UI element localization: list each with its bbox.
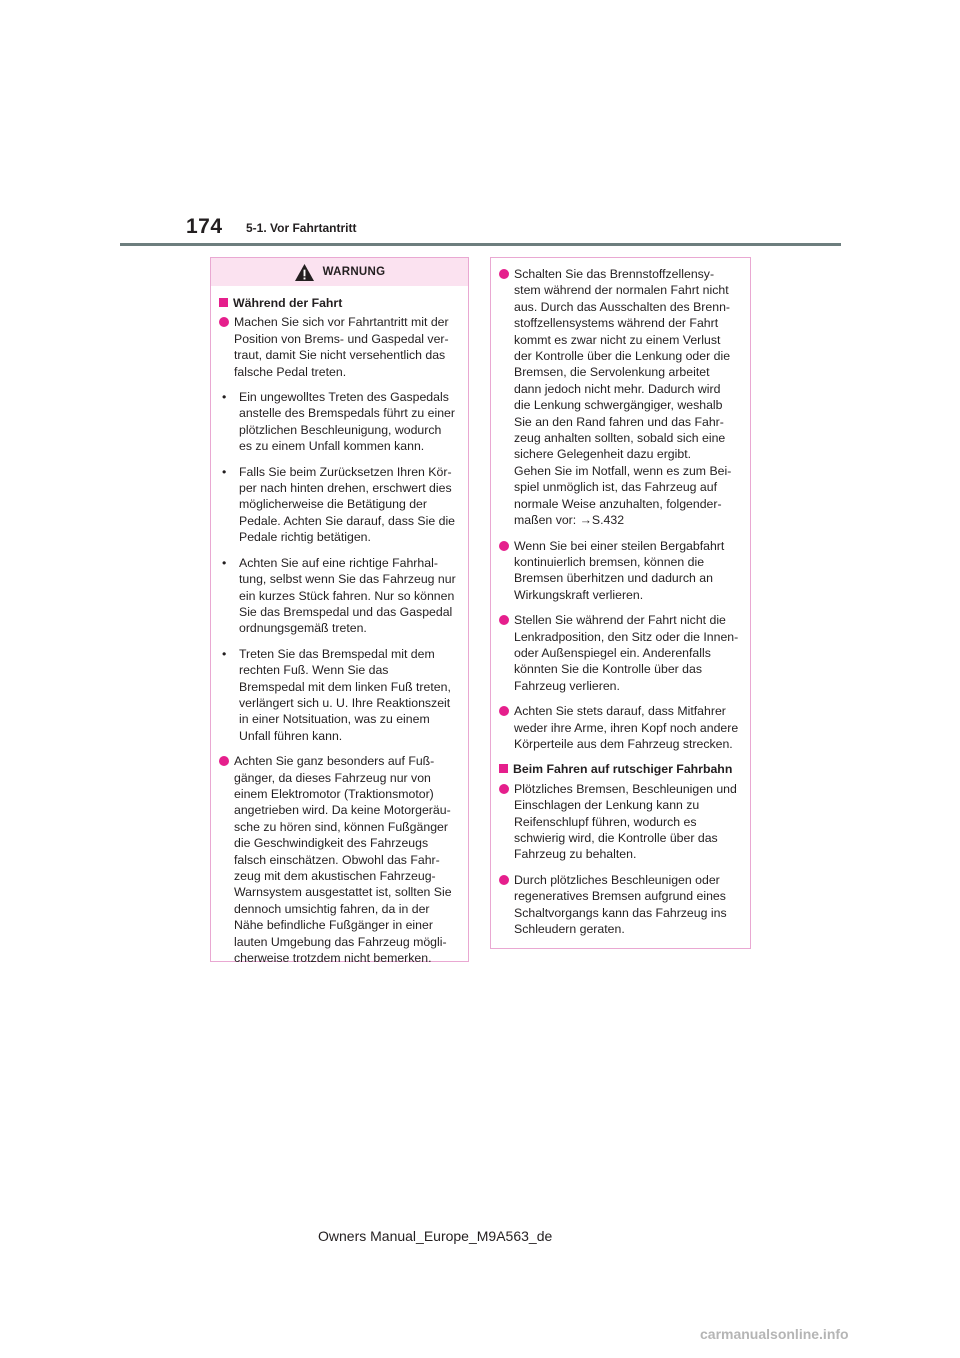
warning-label: WARNUNG [322, 265, 386, 278]
heading-driving [219, 295, 457, 311]
list-item [219, 753, 457, 966]
circle-bullet-icon [499, 784, 509, 794]
footer-doc-id: Owners Manual_Europe_M9A563_de [318, 1228, 553, 1244]
dot-bullet-icon: • [222, 646, 227, 661]
list-item [219, 646, 457, 744]
list-item-text: Wenn Sie bei einer steilen Bergabfahrt kontinuierlich bremsen, können die Bremsen überhitzen und dadurch an Wirkungskraft verlieren. [514, 538, 725, 602]
watermark: carmanualsonline.info [700, 1326, 849, 1342]
list-item-text: Plötzliches Bremsen, Beschleunigen und Einschlagen der Lenkung kann zu Reifenschlupf führen, wodurch es schwierig wird, die Kontrolle über das Fahrzeug zu behalten. [514, 781, 737, 862]
square-bullet-icon [499, 764, 508, 773]
list-item-text: Treten Sie das Bremspedal mit dem rechten Fuß. Wenn Sie das Bremspedal mit dem linken Fuß treten, verlängert sich u. U. Ihre Reaktionszeit in einer Notsituation, was zu einem Unfall führen kann. [239, 646, 451, 743]
list-item [499, 266, 739, 529]
list-item-text: Ein ungewolltes Treten des Gaspedals anstelle des Bremspedals führt zu einer plötzlichen Beschleunigung, wodurch es zu einem Unfall kommen kann. [239, 390, 455, 454]
warning-box-continued [490, 257, 751, 949]
circle-bullet-icon [499, 269, 509, 279]
circle-bullet-icon [499, 615, 509, 625]
heading-slippery-road [499, 761, 739, 777]
circle-bullet-icon [499, 541, 509, 551]
list-item [499, 538, 739, 604]
list-item-text: Gehen Sie im Notfall, wenn es zum Bei-spiel unmöglich ist, das Fahrzeug auf normale Weise anzuhalten, folgender-maßen vor: [514, 463, 732, 528]
list-item-text: Durch plötzliches Beschleunigen oder regeneratives Bremsen aufgrund eines Schaltvorgangs kann das Fahrzeug ins Schleudern geraten. [514, 872, 727, 937]
list-item [499, 781, 739, 863]
list-item-text: Schalten Sie das Brennstoffzellensy-stem während der normalen Fahrt nicht aus. Durch das Ausschalten des Brenn-stoffzellensystems während der Fahrt kommt es zwar nicht zu einem Verlust der Kontrolle über die Lenkung oder die Bremsen, die Servolenkung arbeitet dann jedoch nicht mehr. Dadurch wird die Lenkung schwergängiger, weshalb Sie an den Rand fahren und das Fahr-zeug anhalten sollten, sobald sich eine sichere Gelegenheit dazu ergibt. [514, 267, 731, 462]
list-item-text: Stellen Sie während der Fahrt nicht die Lenkradposition, den Sitz oder die Innen- oder Außenspiegel ein. Anderenfalls könnten Sie die Kontrolle über das Fahrzeug verlieren. [514, 613, 739, 693]
dot-bullet-icon: • [222, 390, 227, 405]
page-reference-link[interactable]: →S.432 [579, 513, 625, 528]
dot-bullet-icon: • [222, 555, 227, 570]
warning-triangle-icon [294, 263, 315, 282]
page-number: 174 [186, 215, 223, 238]
circle-bullet-icon [219, 756, 229, 766]
heading-text: Während der Fahrt [233, 296, 343, 310]
heading-text: Beim Fahren auf rutschiger Fahrbahn [513, 762, 733, 777]
list-item [499, 872, 739, 938]
section-title: 5-1. Vor Fahrtantritt [246, 221, 357, 235]
list-item [219, 464, 457, 546]
warning-box [210, 257, 469, 966]
dot-bullet-icon: • [222, 464, 227, 479]
header-rule [120, 243, 841, 246]
list-item-text: Achten Sie stets darauf, dass Mitfahrer weder ihre Arme, ihren Kopf noch andere Körperteile aus dem Fahrzeug strecken. [514, 704, 739, 751]
list-item-text: Achten Sie ganz besonders auf Fuß-gänger, da dieses Fahrzeug nur von einem Elektromotor (Traktionsmotor) angetrieben wird. Da keine Motorgeräu-sche zu hören sind, können Fußgänger die Geschwindigkeit des Fahrzeugs falsch einschätzen. Obwohl das Fahr-zeug mit dem akustischen Fahrzeug-Warnsystem ausgestattet ist, sollten Sie dennoch umsichtig fahren, da in der Nähe befindliche Fußgänger in einer lauten Umgebung das Fahrzeug mögli-cherweise trotzdem nicht bemerken. [234, 754, 452, 966]
list-item [219, 555, 457, 637]
list-item [219, 389, 457, 455]
list-item-text: Achten Sie auf eine richtige Fahrhal-tung, selbst wenn Sie das Fahrzeug nur ein kurzes Stück fahren. Nur so können Sie das Bremspedal und das Gaspedal ordnungsgemäß treten. [239, 555, 456, 636]
square-bullet-icon [219, 298, 228, 307]
list-item-text: Falls Sie beim Zurücksetzen Ihren Kör-per nach hinten drehen, erschwert dies möglicherweise die Betätigung der Pedale. Achten Sie darauf, dass Sie die Pedale richtig betätigen. [239, 464, 456, 545]
circle-bullet-icon [499, 706, 509, 716]
circle-bullet-icon [219, 317, 229, 327]
circle-bullet-icon [499, 875, 509, 885]
warning-header [211, 258, 468, 286]
list-item [499, 703, 739, 752]
list-item [499, 612, 739, 694]
list-item-text: Machen Sie sich vor Fahrtantritt mit der Position von Brems- und Gaspedal ver-traut, damit Sie nicht versehentlich das falsche Pedal treten. [234, 315, 449, 379]
list-item [219, 314, 457, 380]
